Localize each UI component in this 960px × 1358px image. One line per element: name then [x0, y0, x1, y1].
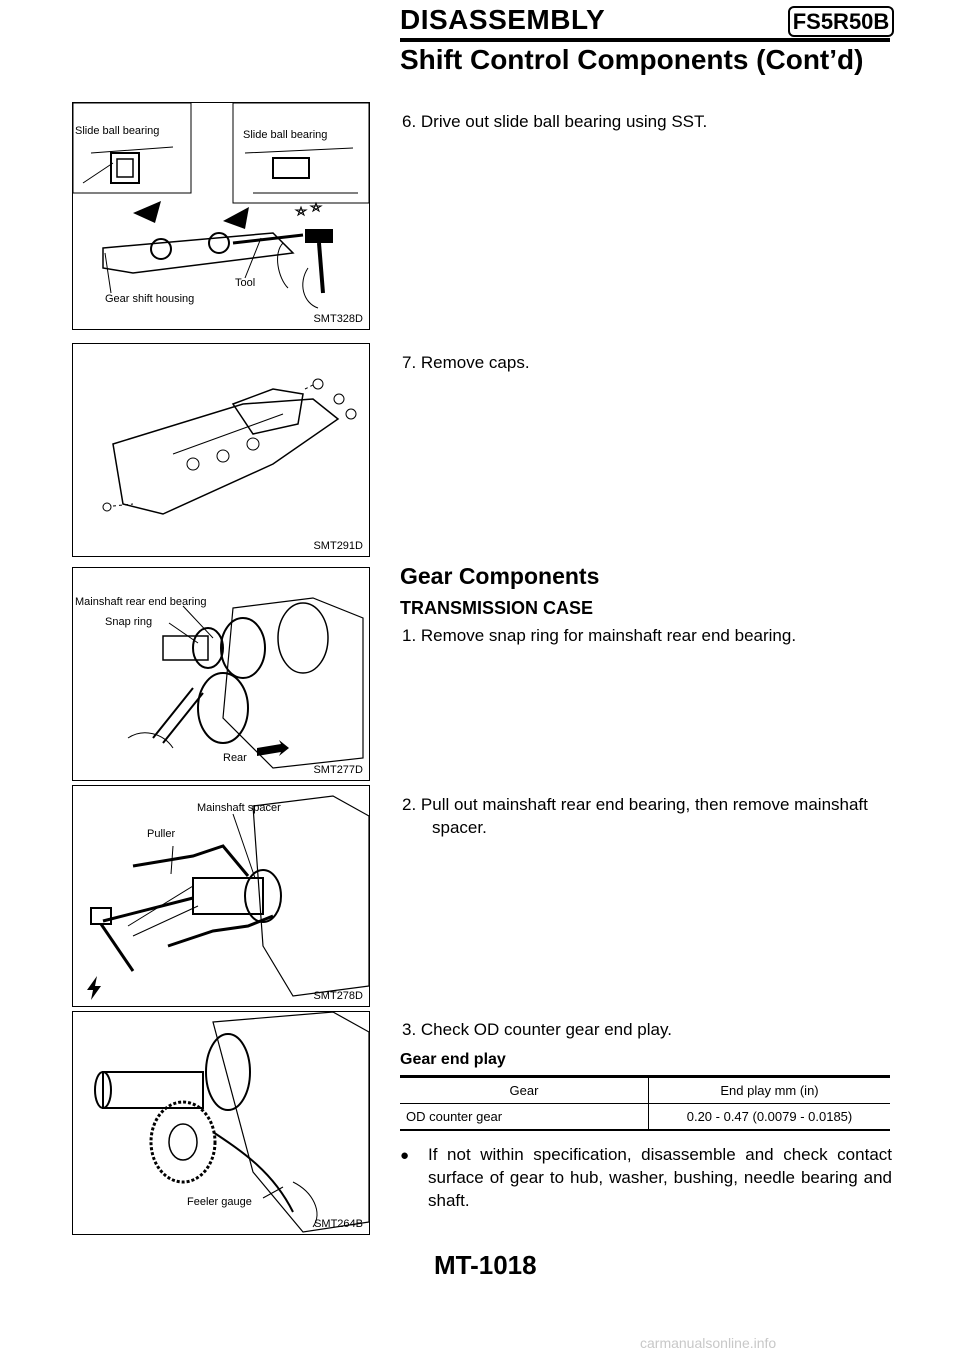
- figure-remove-caps: [72, 343, 370, 557]
- table-row: [400, 1104, 890, 1131]
- label-gear-shift-housing: Gear shift housing: [105, 293, 195, 305]
- step-gear-2: 2. Pull out mainshaft rear end bearing, then remove mainshaft: [402, 795, 868, 814]
- step-gear-1: 1. Remove snap ring for mainshaft rear end bearing.: [402, 626, 797, 645]
- label-rear: Rear: [223, 752, 247, 764]
- step-6: 6. Drive out slide ball bearing using SST.: [402, 112, 708, 131]
- label-mainshaft-rear-end-bearing: Mainshaft rear end bearing: [75, 596, 207, 608]
- watermark: carmanualsonline.info: [640, 1335, 777, 1351]
- step-gear-2-cont: spacer.: [432, 818, 487, 837]
- label-puller: Puller: [147, 828, 176, 840]
- page-number: MT-1018: [434, 1250, 537, 1280]
- cell-gear-name: OD counter gear: [400, 1104, 649, 1131]
- section-title: DISASSEMBLY: [400, 4, 606, 35]
- figure-slide-ball-bearing: [72, 102, 370, 330]
- label-feeler-gauge: Feeler gauge: [187, 1196, 252, 1208]
- figure-code: SMT277D: [313, 764, 363, 776]
- bullet-note: [400, 1143, 892, 1212]
- column-header-end-play: End play mm (in): [649, 1077, 891, 1104]
- figure-code: SMT291D: [313, 540, 363, 552]
- caps-illustration: [73, 344, 369, 556]
- subheading-gear-end-play: Gear end play: [400, 1051, 506, 1068]
- label-mainshaft-spacer: Mainshaft spacer: [197, 802, 281, 814]
- figure-code: SMT264B: [314, 1218, 363, 1230]
- header-rule: [400, 38, 890, 42]
- step-gear-3: 3. Check OD counter gear end play.: [402, 1020, 672, 1039]
- cell-end-play-value: 0.20 - 0.47 (0.0079 - 0.0185): [649, 1104, 891, 1131]
- table-header-row: [400, 1077, 890, 1104]
- label-tool: Tool: [235, 277, 256, 289]
- bullet-text: If not within specification, disassemble and check contact surface of gear to hub, washer, bushing, needle bearing and shaft.: [428, 1145, 892, 1210]
- figure-code: SMT278D: [313, 990, 363, 1002]
- label-slide-ball-bearing-left: Slide ball bearing: [75, 125, 160, 137]
- model-code-badge: FS5R50B: [788, 6, 894, 37]
- puller-illustration: [73, 786, 369, 1006]
- label-snap-ring: Snap ring: [105, 616, 153, 628]
- section-subtitle: Shift Control Components (Cont’d): [400, 44, 864, 75]
- column-header-gear: Gear: [400, 1077, 649, 1104]
- figure-snap-ring: [72, 567, 370, 781]
- bullet-icon: ●: [400, 1147, 410, 1164]
- gear-end-play-table: [400, 1075, 890, 1131]
- subheading-transmission-case: TRANSMISSION CASE: [400, 598, 594, 618]
- figure-feeler-gauge: [72, 1011, 370, 1235]
- figure-puller: [72, 785, 370, 1007]
- section-heading-gear-components: Gear Components: [400, 563, 600, 589]
- step-7: 7. Remove caps.: [402, 353, 530, 372]
- label-slide-ball-bearing-right: Slide ball bearing: [243, 129, 328, 141]
- figure-code: SMT328D: [313, 313, 363, 325]
